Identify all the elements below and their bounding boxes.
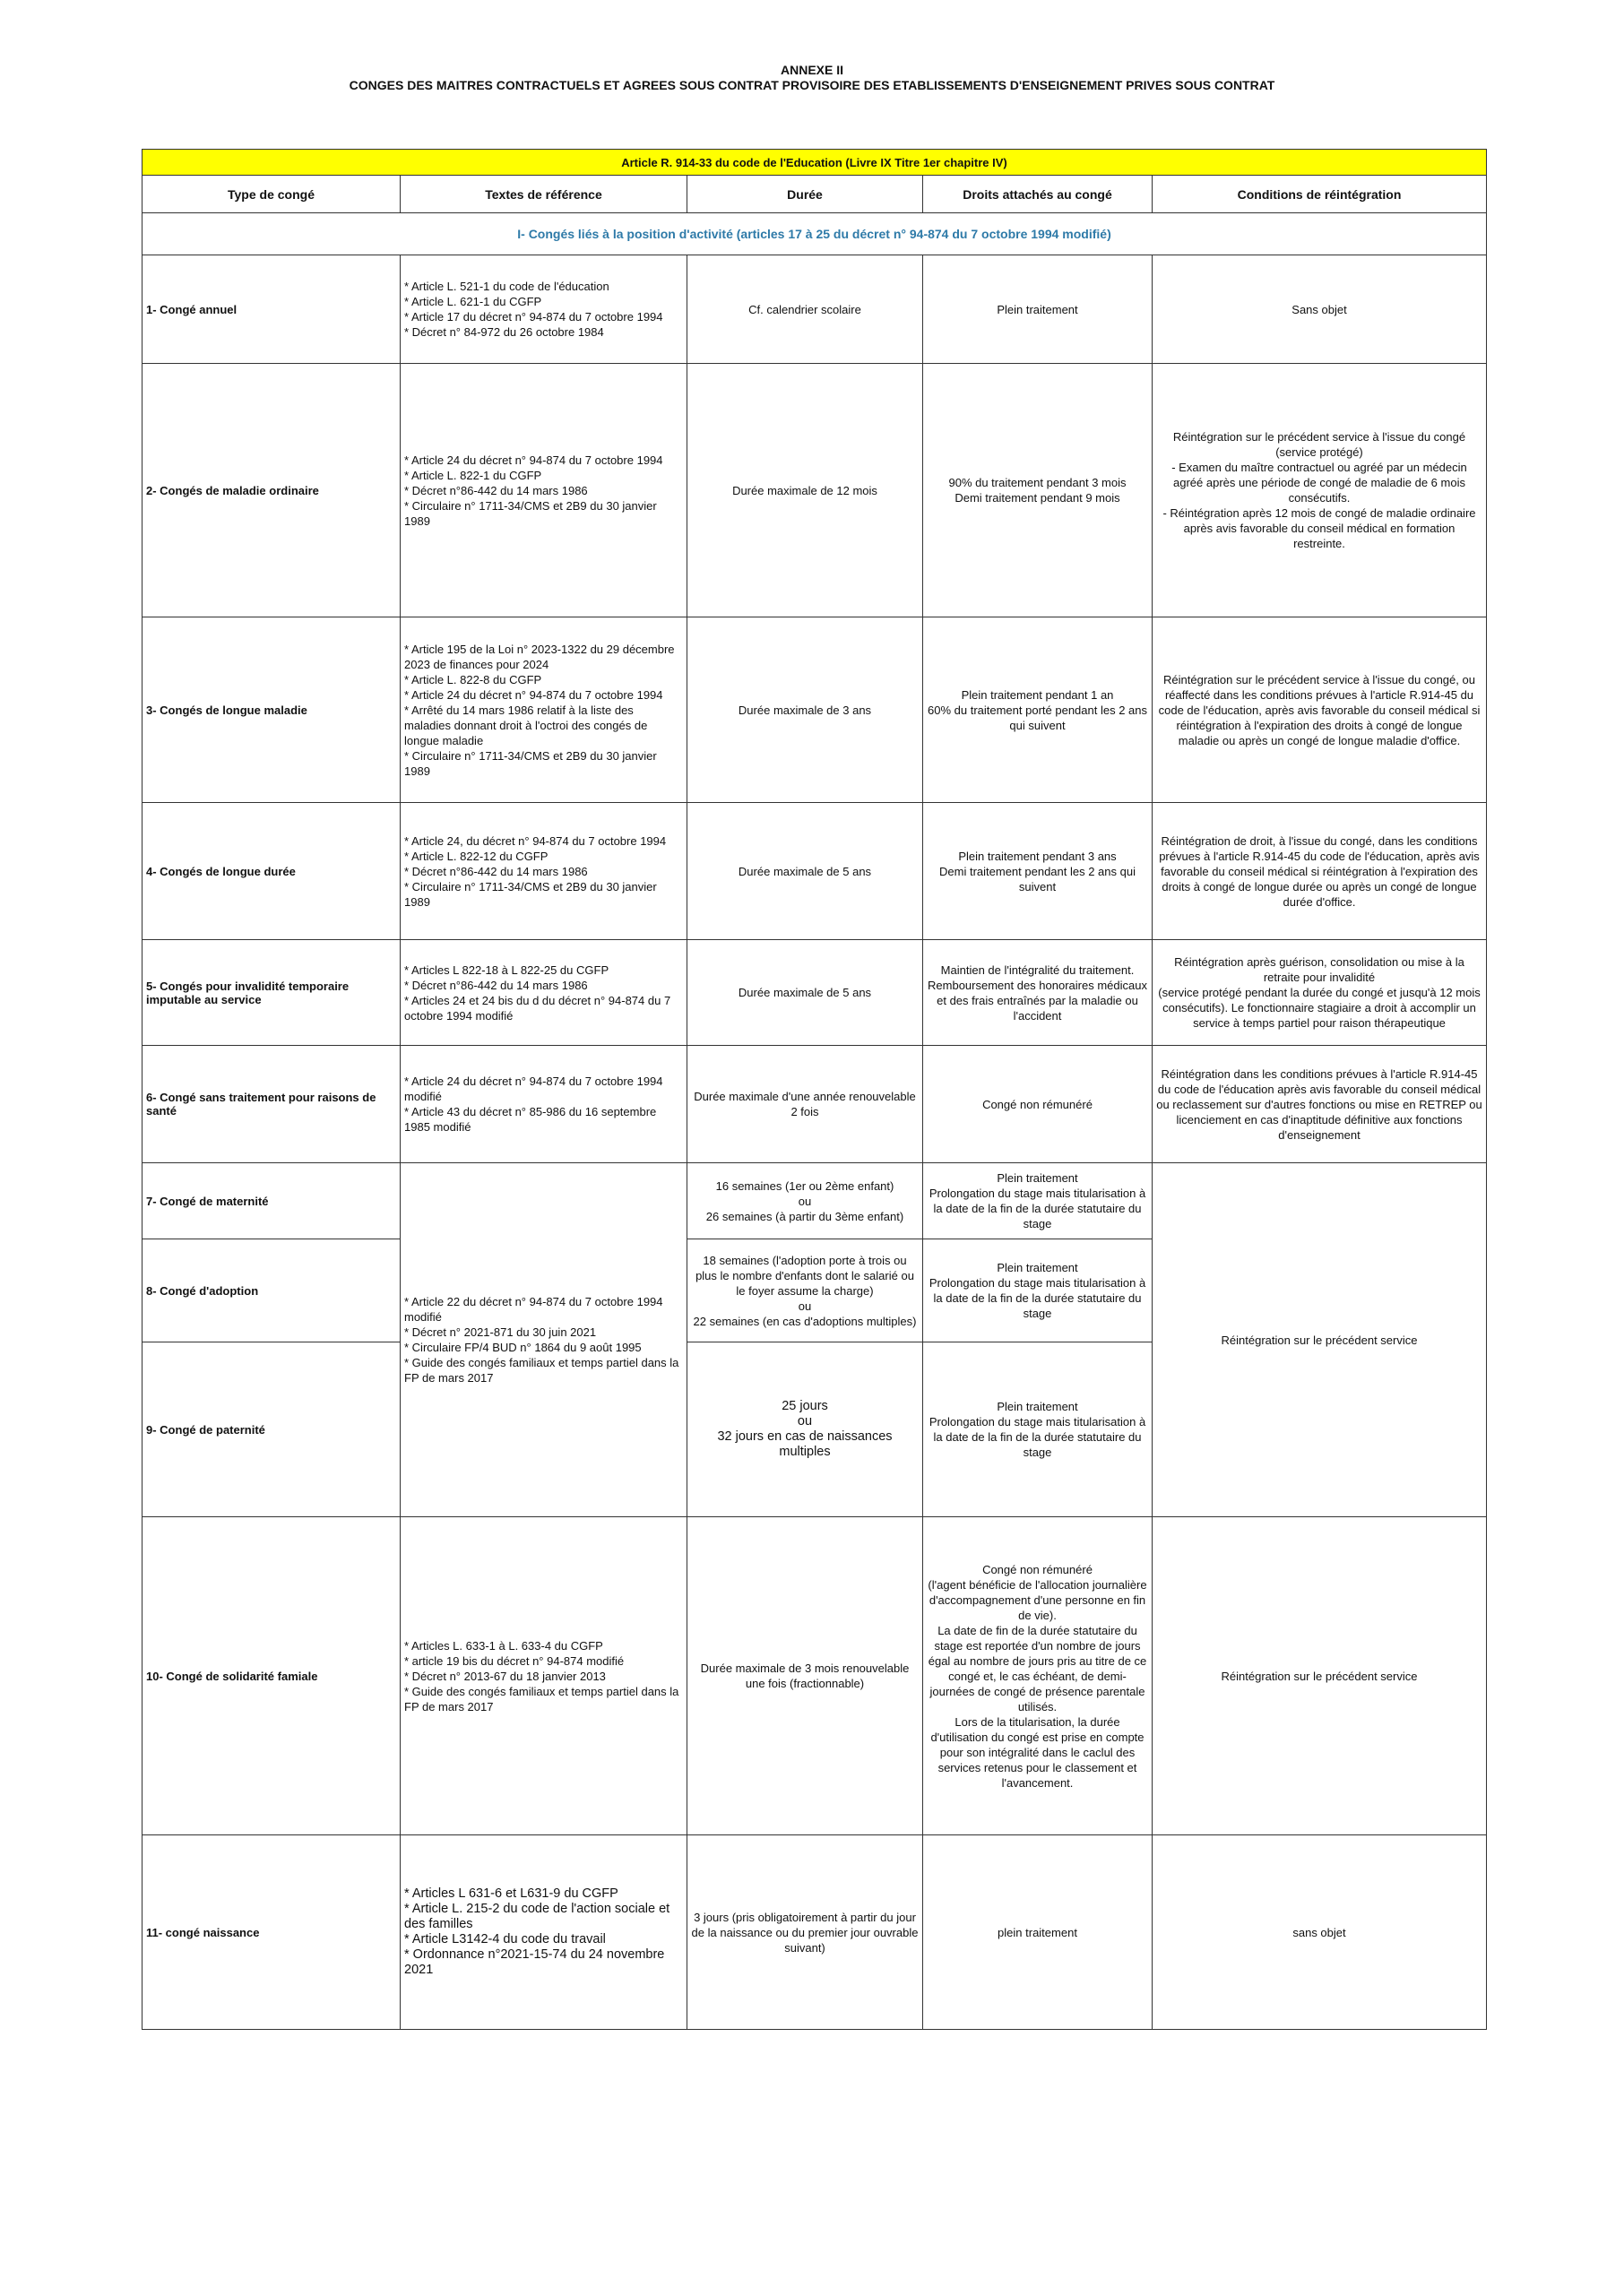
leave-type: 5- Congés pour invalidité temporaire imputable au service [143, 940, 401, 1046]
table-row [143, 803, 1487, 940]
cell-line: Réintégration sur le précédent service à l'issue du congé [1172, 430, 1466, 444]
section-row [143, 213, 1487, 255]
cell-line: * Décret n° 2021-871 du 30 juin 2021 [404, 1325, 597, 1339]
duration [687, 1835, 923, 2030]
duration [687, 1342, 923, 1517]
cell-line: Prolongation du stage mais titularisation à la date de la fin de la durée statutaire du stage [929, 1276, 1146, 1320]
table-row [143, 940, 1487, 1046]
attached-rights [923, 255, 1153, 364]
table-row [143, 617, 1487, 803]
leave-type: 6- Congé sans traitement pour raisons de santé [143, 1046, 401, 1163]
cell-line: * Articles 24 et 24 bis du d du décret n° 94-874 du 7 octobre 1994 modifié [404, 993, 671, 1023]
cell-line: Demi traitement pendant 9 mois [955, 491, 1120, 505]
reinstatement-conditions [1153, 364, 1487, 617]
duration [687, 1239, 923, 1342]
cell-line: Plein traitement [997, 302, 1078, 316]
reference-texts [401, 1046, 687, 1163]
reference-texts [401, 1517, 687, 1835]
cell-line: * Article 24 du décret n° 94-874 du 7 octobre 1994 modifié [404, 1075, 663, 1103]
cell-line: * Décret n°86-442 du 14 mars 1986 [404, 978, 588, 992]
cell-line: Réintégration dans les conditions prévues à l'article R.914-45 du code de l'éducation après avis favorable du conseil médical ou reclassement sur d'autres fonctions ou mise en RETREP ou licenciement en cas d'inaptitude définitive aux fonctions d'enseignement [1156, 1066, 1482, 1142]
cell-line: * Circulaire n° 1711-34/CMS et 2B9 du 30 janvier 1989 [404, 879, 657, 909]
cell-line: * Circulaire n° 1711-34/CMS et 2B9 du 30 janvier 1989 [404, 748, 657, 778]
cell-line: Prolongation du stage mais titularisation à la date de la fin de la durée statutaire du stage [929, 1415, 1146, 1459]
attached-rights [923, 803, 1153, 940]
cell-line: Maintien de l'intégralité du traitement. [940, 962, 1135, 977]
reference-texts [401, 803, 687, 940]
leave-type: 4- Congés de longue durée [143, 803, 401, 940]
cell-line: * Décret n°86-442 du 14 mars 1986 [404, 483, 588, 497]
cell-line: ou [798, 1299, 812, 1313]
cell-line: Demi traitement pendant les 2 ans qui suivent [939, 864, 1136, 893]
column-header-refs: Textes de référence [401, 176, 687, 213]
document-title: CONGES DES MAITRES CONTRACTUELS ET AGREES SOUS CONTRAT PROVISOIRE DES ETABLISSEMENTS D'ENSEIGNEMENT PRIVES SOUS CONTRAT [349, 78, 1275, 92]
cell-line: * Décret n° 2013-67 du 18 janvier 2013 [404, 1669, 606, 1683]
leave-type: 10- Congé de solidarité famiale [143, 1517, 401, 1835]
cell-line: * Article L3142-4 du code du travail [404, 1932, 606, 1946]
reference-texts [401, 1835, 687, 2030]
leave-type: 2- Congés de maladie ordinaire [143, 364, 401, 617]
cell-line: Lors de la titularisation, la durée d'utilisation du congé est prise en compte pour son intégralité dans le caclul des services retenus pour le classement et l'avancement. [930, 1714, 1145, 1790]
reinstatement-conditions [1153, 803, 1487, 940]
cell-line: Plein traitement pendant 1 an [961, 687, 1114, 702]
attached-rights [923, 1517, 1153, 1835]
cell-line: Prolongation du stage mais titularisation à la date de la fin de la durée statutaire du stage [929, 1187, 1146, 1230]
cell-line: Plein traitement [997, 1400, 1078, 1413]
table-row [143, 1835, 1487, 2030]
cell-line: 26 semaines (à partir du 3ème enfant) [705, 1209, 904, 1223]
cell-line: * Article 22 du décret n° 94-874 du 7 octobre 1994 modifié [404, 1295, 663, 1324]
cell-line: 25 jours [782, 1399, 828, 1413]
cell-line: 18 semaines (l'adoption porte à trois ou plus le nombre d'enfants dont le salarié ou le foyer assume la charge) [695, 1253, 914, 1298]
reference-texts [401, 617, 687, 803]
cell-line: * Décret n°86-442 du 14 mars 1986 [404, 864, 588, 878]
column-header-conditions: Conditions de réintégration [1153, 176, 1487, 213]
cell-line: Réintégration sur le précédent service [1221, 1669, 1418, 1683]
leave-table-body [143, 150, 1487, 2030]
duration [687, 364, 923, 617]
cell-line: * Article 195 de la Loi n° 2023-1322 du 29 décembre 2023 de finances pour 2024 [404, 642, 675, 671]
cell-line: Durée maximale de 3 mois renouvelable une fois (fractionnable) [700, 1662, 910, 1690]
cell-line: Congé non rémunéré [982, 1562, 1093, 1576]
article-band [143, 150, 1487, 176]
cell-line: 90% du traitement pendant 3 mois [948, 476, 1127, 489]
cell-line: * Décret n° 84-972 du 26 octobre 1984 [404, 325, 604, 339]
cell-line: * Guide des congés familiaux et temps partiel dans la FP de mars 2017 [404, 1356, 679, 1385]
cell-line: (service protégé pendant la durée du congé et jusqu'à 12 mois consécutifs). Le fonctionnaire stagiaire a droit à accomplir un service à temps partiel pour raison thérapeutique [1158, 986, 1481, 1030]
cell-line: Réintégration de droit, à l'issue du congé, dans les conditions prévues à l'article R.914-45 du code de l'éducation, après avis favorable du conseil médical si réintégration à l'expiration des droits à congé de longue durée ou après un congé de longue durée d'office. [1159, 833, 1480, 909]
cell-line: 22 semaines (en cas d'adoptions multiples) [693, 1314, 917, 1328]
cell-line: Réintégration après guérison, consolidation ou mise à la retraite pour invalidité [1174, 955, 1464, 984]
cell-line: * Articles L 631-6 et L631-9 du CGFP [404, 1886, 618, 1901]
duration [687, 1163, 923, 1239]
cell-line: * Article 24 du décret n° 94-874 du 7 octobre 1994 [404, 453, 663, 467]
cell-line: - Examen du maître contractuel ou agréé par un médecin agréé après une période de congé de maladie de 6 mois consécutifs. [1171, 461, 1467, 505]
cell-line: * Arrêté du 14 mars 1986 relatif à la liste des maladies donnant droit à l'octroi des congés de longue maladie [404, 703, 648, 747]
table-row [143, 1046, 1487, 1163]
cell-line: Plein traitement [997, 1171, 1078, 1185]
cell-line: * Circulaire FP/4 BUD n° 1864 du 9 août 1995 [404, 1341, 642, 1354]
cell-line: Congé non rémunéré [982, 1097, 1093, 1111]
cell-line: sans objet [1292, 1925, 1346, 1939]
cell-line: * article 19 bis du décret n° 94-874 modifié [404, 1653, 625, 1668]
cell-line: * Article L. 521-1 du code de l'éducation [404, 280, 609, 293]
leave-type: 1- Congé annuel [143, 255, 401, 364]
cell-line: * Guide des congés familiaux et temps partiel dans la FP de mars 2017 [404, 1684, 679, 1713]
reference-texts [401, 940, 687, 1046]
page-title [0, 63, 1624, 93]
attached-rights [923, 364, 1153, 617]
reinstatement-conditions [1153, 1046, 1487, 1163]
duration [687, 1046, 923, 1163]
column-header-droits: Droits attachés au congé [923, 176, 1153, 213]
cell-line: * Article 43 du décret n° 85-986 du 16 septembre 1985 modifié [404, 1105, 657, 1134]
cell-line: * Article L. 822-8 du CGFP [404, 672, 542, 686]
duration [687, 617, 923, 803]
table-row [143, 1163, 1487, 1239]
reference-texts [401, 364, 687, 617]
cell-line: Réintégration sur le précédent service à l'issue du congé, ou réaffecté dans les conditions prévues à l'article R.914-45 du code de l'éducation, après avis favorable du conseil médical si réintégration à l'expiration des droits à congé de longue maladie ou après un congé de longue maladie d'office. [1158, 672, 1481, 747]
cell-line: Durée maximale de 5 ans [738, 864, 872, 878]
reinstatement-conditions [1153, 255, 1487, 364]
column-header-duree: Durée [687, 176, 923, 213]
cell-line: Sans objet [1291, 302, 1347, 316]
cell-line: 32 jours en cas de naissances multiples [717, 1429, 893, 1459]
reinstatement-conditions [1153, 940, 1487, 1046]
cell-line: Durée maximale de 3 ans [738, 703, 872, 717]
cell-line: Réintégration sur le précédent service [1221, 1333, 1418, 1347]
annex-label: ANNEXE II [780, 63, 843, 77]
cell-line: Durée maximale de 12 mois [732, 483, 877, 497]
attached-rights [923, 1046, 1153, 1163]
article-title: Article R. 914-33 du code de l'Education (Livre IX Titre 1er chapitre IV) [143, 150, 1487, 176]
cell-line: plein traitement [998, 1925, 1077, 1939]
duration [687, 1517, 923, 1835]
cell-line: * Circulaire n° 1711-34/CMS et 2B9 du 30 janvier 1989 [404, 498, 657, 528]
cell-line: * Article L. 215-2 du code de l'action sociale et des familles [404, 1902, 670, 1931]
table-row [143, 255, 1487, 364]
cell-line: (l'agent bénéficie de l'allocation journalière d'accompagnement d'une personne en fin de vie). [928, 1577, 1147, 1622]
leave-type: 3- Congés de longue maladie [143, 617, 401, 803]
cell-line: ou [798, 1194, 812, 1208]
cell-line: Durée maximale d'une année renouvelable 2 fois [694, 1090, 916, 1118]
cell-line: * Articles L. 633-1 à L. 633-4 du CGFP [404, 1638, 603, 1653]
attached-rights [923, 1835, 1153, 2030]
attached-rights [923, 1163, 1153, 1239]
duration [687, 803, 923, 940]
leave-type: 7- Congé de maternité [143, 1163, 401, 1239]
reinstatement-conditions [1153, 1835, 1487, 2030]
cell-line: 3 jours (pris obligatoirement à partir du jour de la naissance ou du premier jour ouvrable suivant) [691, 1910, 919, 1955]
duration [687, 255, 923, 364]
attached-rights [923, 1342, 1153, 1517]
leave-type: 8- Congé d'adoption [143, 1239, 401, 1342]
cell-line: ou [797, 1414, 813, 1429]
reinstatement-conditions [1153, 1517, 1487, 1835]
reinstatement-conditions [1153, 617, 1487, 803]
table-row [143, 1517, 1487, 1835]
attached-rights [923, 1239, 1153, 1342]
reinstatement-conditions [1153, 1163, 1487, 1517]
cell-line: 16 semaines (1er ou 2ème enfant) [715, 1178, 894, 1193]
column-header-row [143, 176, 1487, 213]
cell-line: * Articles L 822-18 à L 822-25 du CGFP [404, 962, 609, 977]
reference-texts [401, 1163, 687, 1517]
cell-line: Cf. calendrier scolaire [748, 302, 861, 316]
cell-line: * Article L. 621-1 du CGFP [404, 295, 542, 308]
cell-line: * Ordonnance n°2021-15-74 du 24 novembre 2021 [404, 1947, 665, 1977]
cell-line: Plein traitement pendant 3 ans [958, 849, 1117, 863]
column-header-type: Type de congé [143, 176, 401, 213]
attached-rights [923, 940, 1153, 1046]
cell-line: * Article 17 du décret n° 94-874 du 7 octobre 1994 [404, 310, 663, 324]
cell-line: * Article 24, du décret n° 94-874 du 7 octobre 1994 [404, 833, 667, 848]
cell-line: * Article L. 822-12 du CGFP [404, 849, 549, 863]
cell-line: Remboursement des honoraires médicaux et des frais entraînés par la maladie ou l'accident [928, 978, 1147, 1023]
cell-line: - Réintégration après 12 mois de congé de maladie ordinaire après avis favorable du conseil médical en formation restreinte. [1162, 506, 1476, 550]
leave-table [142, 149, 1487, 2030]
table-row [143, 364, 1487, 617]
cell-line: (service protégé) [1275, 445, 1363, 459]
cell-line: La date de fin de la durée statutaire du stage est reportée d'un nombre de jours égal au nombre de jours pris au titre de ce congé et, le cas échéant, de demi-journées de congé de présence parentale utilisés. [928, 1623, 1147, 1713]
leave-type: 11- congé naissance [143, 1835, 401, 2030]
section-title: I- Congés liés à la position d'activité (articles 17 à 25 du décret n° 94-874 du 7 octobre 1994 modifié) [143, 213, 1487, 255]
attached-rights [923, 617, 1153, 803]
cell-line: 60% du traitement porté pendant les 2 ans qui suivent [928, 703, 1147, 732]
cell-line: * Article 24 du décret n° 94-874 du 7 octobre 1994 [404, 687, 663, 702]
cell-line: Durée maximale de 5 ans [738, 986, 872, 999]
cell-line: Plein traitement [997, 1261, 1078, 1274]
reference-texts [401, 255, 687, 364]
leave-type: 9- Congé de paternité [143, 1342, 401, 1517]
duration [687, 940, 923, 1046]
cell-line: * Article L. 822-1 du CGFP [404, 468, 542, 482]
